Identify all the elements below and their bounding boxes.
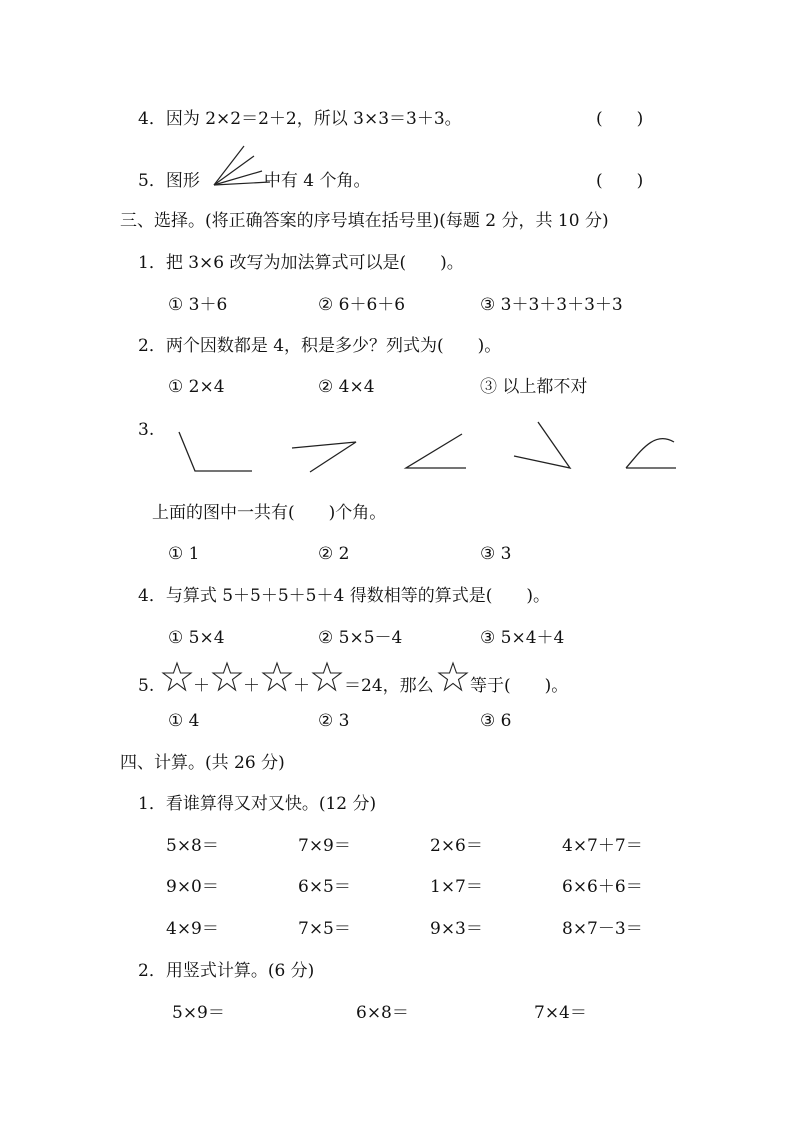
calc-item[interactable]: 7×5＝ [298,919,351,939]
question-number: 4． [138,109,166,129]
choice-question-1: 1．把 3×6 改写为加法算式可以是( )。 [138,253,464,273]
figure-angle-3 [402,432,468,472]
figure-angle-4 [510,420,574,472]
figure-angle-1 [175,428,255,474]
calc-part-1-title: 1．看谁算得又对又快。(12 分) [138,794,377,814]
choice-4-option-2[interactable]: ② 5×5－4 [318,628,403,648]
equation-tail: 等于( )。 [470,676,569,696]
calc-item[interactable]: 6×5＝ [298,877,351,897]
choice-5-option-1[interactable]: ① 4 [168,711,200,731]
choice-4-option-3[interactable]: ③ 5×4＋4 [480,628,565,648]
choice-1-option-3[interactable]: ③ 3＋3＋3＋3＋3 [480,295,623,315]
calc-item[interactable]: 8×7－3＝ [562,919,643,939]
choice-3-option-1[interactable]: ① 1 [168,544,200,564]
plus-sign: ＋ [293,676,310,696]
calc-item[interactable]: 9×3＝ [430,919,483,939]
judge-question-4 [138,108,462,130]
calc-item[interactable]: 1×7＝ [430,877,483,897]
choice-4-option-1[interactable]: ① 5×4 [168,628,225,648]
choice-5-option-2[interactable]: ② 3 [318,711,350,731]
choice-question-3: 上面的图中一共有( )个角。 [152,503,387,523]
calc-item[interactable]: 5×8＝ [166,836,219,856]
figure-open-shape-2 [290,436,360,476]
calc-item[interactable]: 7×9＝ [298,836,351,856]
section-title-calc: 四、计算。(共 26 分) [120,753,285,773]
answer-blank-judge-5[interactable]: ( ) [596,171,644,191]
calc-item[interactable]: 4×7＋7＝ [562,836,643,856]
vertical-calc-item[interactable]: 7×4＝ [534,1003,587,1023]
star-icon [162,662,192,692]
choice-question-3-number: 3. [138,420,155,440]
calc-part-2-title: 2．用竖式计算。(6 分) [138,961,315,981]
calc-item[interactable]: 4×9＝ [166,919,219,939]
star-icon [262,662,292,692]
choice-2-option-1[interactable]: ① 2×4 [168,377,225,397]
question-text-post: 中有 4 个角。 [263,171,371,191]
choice-question-4: 4．与算式 5＋5＋5＋5＋4 得数相等的算式是( )。 [138,586,550,606]
rays-figure [210,144,272,188]
choice-question-5-number: 5. [138,676,155,696]
choice-question-2: 2．两个因数都是 4，积是多少？列式为( )。 [138,336,502,356]
question-number: 5． [138,171,166,191]
star-icon [212,662,242,692]
choice-1-option-1[interactable]: ① 3＋6 [168,295,228,315]
question-text: 因为 2×2＝2＋2，所以 3×3＝3＋3。 [165,109,462,129]
vertical-calc-item[interactable]: 5×9＝ [172,1003,225,1023]
choice-5-option-3[interactable]: ③ 6 [480,711,512,731]
question-text-pre: 图形 [165,171,200,191]
choice-2-option-3[interactable]: ③ 以上都不对 [480,377,588,397]
choice-3-option-3[interactable]: ③ 3 [480,544,512,564]
choice-2-option-2[interactable]: ② 4×4 [318,377,375,397]
choice-1-option-2[interactable]: ② 6＋6＋6 [318,295,406,315]
section-title-choice: 三、选择。(将正确答案的序号填在括号里)(每题 2 分，共 10 分) [120,211,609,231]
answer-blank-judge-4[interactable]: ( ) [596,109,644,129]
plus-sign: ＋ [193,676,210,696]
vertical-calc-item[interactable]: 6×8＝ [356,1003,409,1023]
star-icon [438,662,468,692]
calc-item[interactable]: 2×6＝ [430,836,483,856]
plus-sign: ＋ [243,676,260,696]
calc-item[interactable]: 6×6＋6＝ [562,877,643,897]
choice-3-option-2[interactable]: ② 2 [318,544,350,564]
star-icon [312,662,342,692]
equation-text: ＝24，那么 [344,676,434,696]
calc-item[interactable]: 9×0＝ [166,877,219,897]
figure-curved-shape-5 [622,434,678,472]
